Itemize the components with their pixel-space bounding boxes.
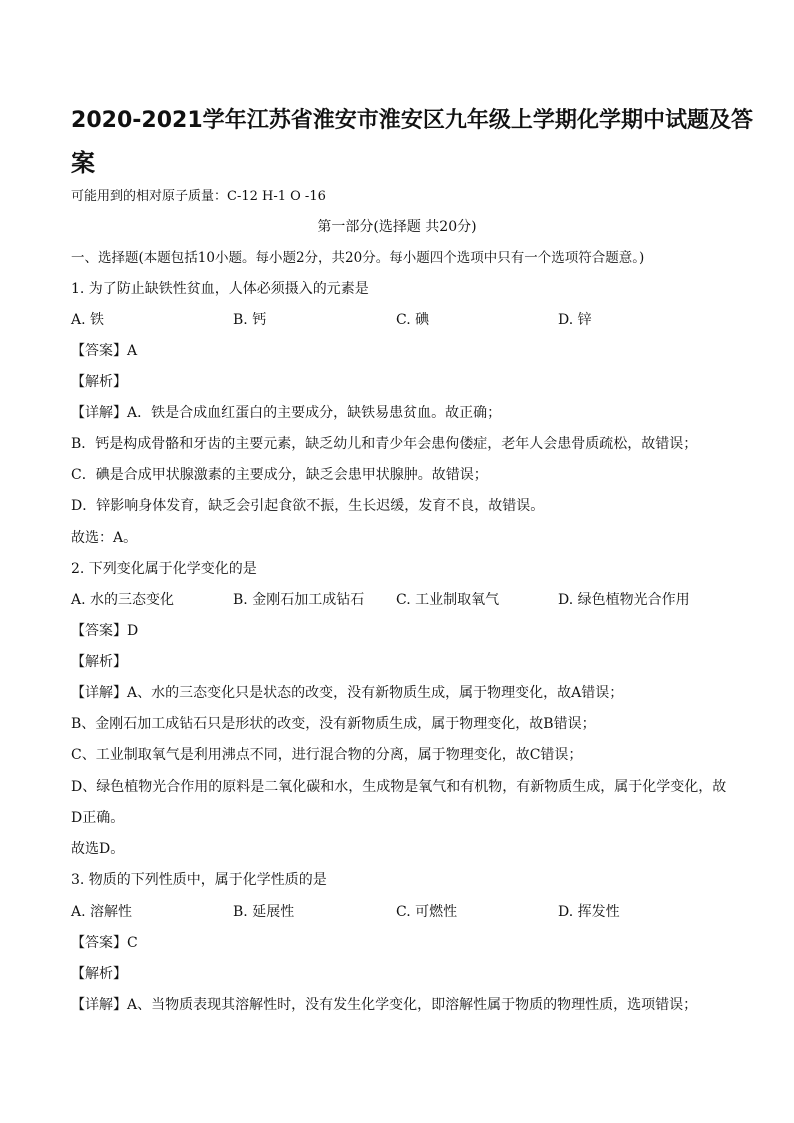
title-line-1: 2020-2021学年江苏省淮安市淮安区九年级上学期化学期中试题及答 [71, 108, 754, 133]
q2-detail-4: D、绿色植物光合作用的原料是二氧化碳和水，生成物是氧气和有机物，有新物质生成，属于化学变化，故 [71, 779, 727, 795]
q1-detail-4: D．锌影响身体发育，缺乏会引起食欲不振，生长迟缓，发育不良，故错误。 [71, 498, 545, 514]
q2-answer: 【答案】D [71, 623, 139, 639]
q1-option-d: D. 锌 [558, 312, 592, 328]
q1-detail-3: C．碘是合成甲状腺激素的主要成分，缺乏会患甲状腺肿。故错误； [71, 467, 488, 483]
q2-option-b: B. 金刚石加工成钻石 [233, 592, 365, 608]
q1-stem: 1. 为了防止缺铁性贫血，人体必须摄入的元素是 [71, 281, 369, 297]
q1-detail-1: 【详解】A．铁是合成血红蛋白的主要成分，缺铁易患贫血。故正确； [71, 405, 502, 421]
q1-choice: 故选：A。 [71, 530, 138, 546]
q2-option-c: C. 工业制取氧气 [396, 592, 500, 608]
q3-detail-1: 【详解】A、当物质表现其溶解性时，没有发生化学变化，即溶解性属于物质的物理性质，选项错误； [71, 997, 698, 1013]
q3-option-b: B. 延展性 [233, 904, 295, 920]
q3-analysis: 【解析】 [71, 966, 127, 982]
q1-analysis: 【解析】 [71, 374, 127, 390]
q3-stem: 3. 物质的下列性质中，属于化学性质的是 [71, 872, 327, 888]
q2-detail-1: 【详解】A、水的三态变化只是状态的改变，没有新物质生成，属于物理变化，故A错误； [71, 685, 624, 701]
q3-answer: 【答案】C [71, 935, 138, 951]
q3-option-d: D. 挥发性 [558, 904, 620, 920]
q2-detail-5: D正确。 [71, 810, 125, 826]
q1-detail-2: B．钙是构成骨骼和牙齿的主要元素，缺乏幼儿和青少年会患佝偻症，老年人会患骨质疏松，故错误； [71, 436, 698, 452]
q2-option-a: A. 水的三态变化 [71, 592, 175, 608]
q1-option-a: A. 铁 [71, 312, 105, 328]
q2-choice: 故选D。 [71, 841, 125, 857]
q3-option-a: A. 溶解性 [71, 904, 133, 920]
q2-detail-3: C、工业制取氧气是利用沸点不同，进行混合物的分离，属于物理变化，故C错误； [71, 747, 583, 763]
q2-detail-2: B、金刚石加工成钻石只是形状的改变，没有新物质生成，属于物理变化，故B错误； [71, 716, 596, 732]
title-line-2: 案 [71, 149, 95, 177]
q2-stem: 2. 下列变化属于化学变化的是 [71, 561, 257, 577]
part-heading: 第一部分(选择题 共20分) [317, 219, 477, 235]
q1-option-b: B. 钙 [233, 312, 267, 328]
q3-option-c: C. 可燃性 [396, 904, 458, 920]
section-instructions: 一、选择题(本题包括10小题。每小题2分，共20分。每小题四个选项中只有一个选项符合题意。) [71, 250, 645, 266]
q2-option-d: D. 绿色植物光合作用 [558, 592, 690, 608]
q1-option-c: C. 碘 [396, 312, 430, 328]
q2-analysis: 【解析】 [71, 654, 127, 670]
atomic-mass-note: 可能用到的相对原子质量：C-12 H-1 O -16 [71, 189, 326, 204]
q1-answer: 【答案】A [71, 343, 138, 359]
